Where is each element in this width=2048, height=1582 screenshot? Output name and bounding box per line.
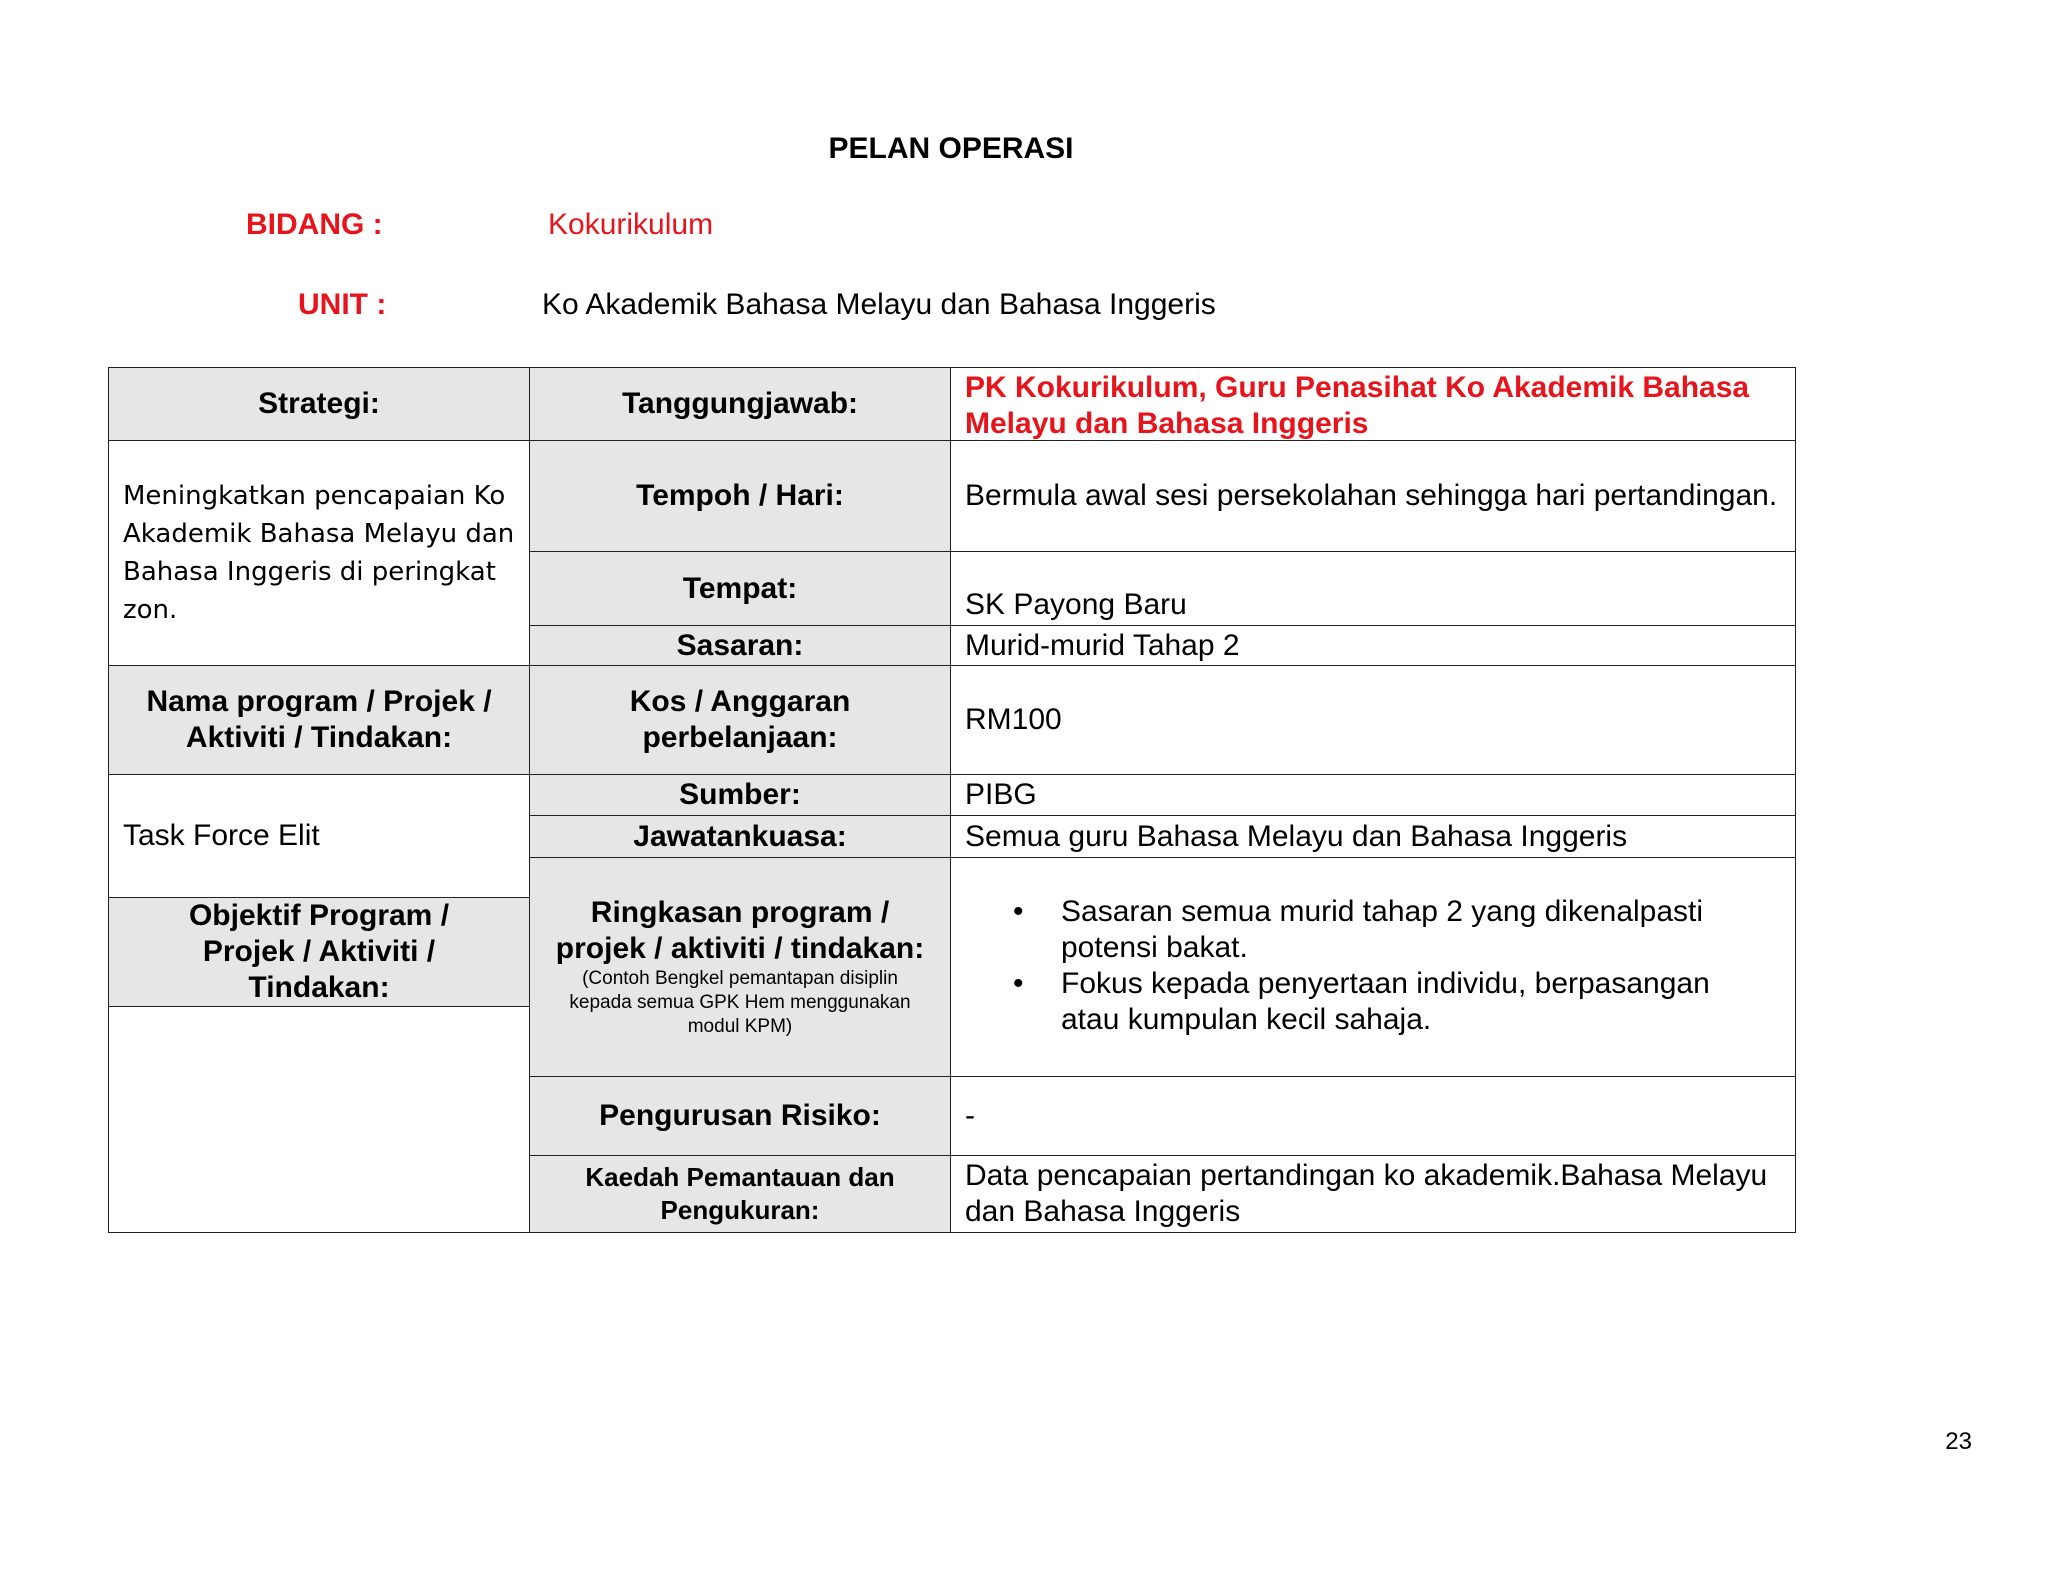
kos-text: Kos / Anggaran perbelanjaan: [629,685,851,754]
risiko-header: Pengurusan Risiko: [529,1076,951,1156]
sasaran-value: Murid-murid Tahap 2 [950,625,1796,666]
unit-value: Ko Akademik Bahasa Melayu dan Bahasa Inggeris [542,288,1216,321]
tempoh-value: Bermula awal sesi persekolahan sehingga hari pertandingan. [950,440,1796,552]
page-title: PELAN OPERASI [828,132,1074,165]
ringkasan-label: Ringkasan program / projek / aktiviti / tindakan: [555,896,925,965]
kos-value: RM100 [950,665,1796,775]
tempat-value: SK Payong Baru [950,551,1796,626]
kaedah-header [529,1155,951,1233]
nama-program-text: Nama program / Projek / Aktiviti / Tindakan: [146,685,492,754]
tempoh-header: Tempoh / Hari: [529,440,951,552]
sumber-header: Sumber: [529,774,951,816]
bidang-value: Kokurikulum [548,208,714,241]
tempat-header: Tempat: [529,551,951,626]
ringkasan-value [950,857,1796,1077]
sumber-value: PIBG [950,774,1796,816]
strategi-text: Meningkatkan pencapaian Ko Akademik Bahasa Melayu dan Bahasa Inggeris di peringkat zon. [123,481,515,625]
ringkasan-header [529,857,951,1077]
risiko-value: - [950,1076,1796,1156]
ringkasan-note: (Contoh Bengkel pemantapan disiplin kepada semua GPK Hem menggunakan modul KPM) [569,968,911,1037]
nama-program-header [108,665,530,775]
tanggungjawab-header: Tanggungjawab: [529,367,951,441]
objektif-text: Objektif Program / Projek / Aktiviti / Tindakan: [188,899,450,1004]
objektif-value [108,1006,530,1233]
kaedah-text: Kaedah Pemantauan dan Pengukuran: [585,1162,895,1225]
bidang-label: BIDANG : [246,208,383,241]
ringkasan-item: • Fokus kepada penyertaan individu, berpasangan atau kumpulan kecil sahaja. [1061,966,1775,1038]
page-number: 23 [1945,1428,1972,1455]
sasaran-header: Sasaran: [529,625,951,666]
nama-program-value: Task Force Elit [108,774,530,898]
ringkasan-list [951,894,1795,1038]
ringkasan-item: • Sasaran semua murid tahap 2 yang dikenalpasti potensi bakat. [1061,894,1775,966]
kos-header [529,665,951,775]
jawatankuasa-value: Semua guru Bahasa Melayu dan Bahasa Inggeris [950,815,1796,858]
tanggungjawab-value: PK Kokurikulum, Guru Penasihat Ko Akademik Bahasa Melayu dan Bahasa Inggeris [950,367,1796,441]
jawatankuasa-header: Jawatankuasa: [529,815,951,858]
strategi-header: Strategi: [108,367,530,441]
kaedah-value: Data pencapaian pertandingan ko akademik.Bahasa Melayu dan Bahasa Inggeris [950,1155,1796,1233]
strategi-value [108,440,530,666]
objektif-header [108,897,530,1007]
unit-label: UNIT : [298,288,387,321]
